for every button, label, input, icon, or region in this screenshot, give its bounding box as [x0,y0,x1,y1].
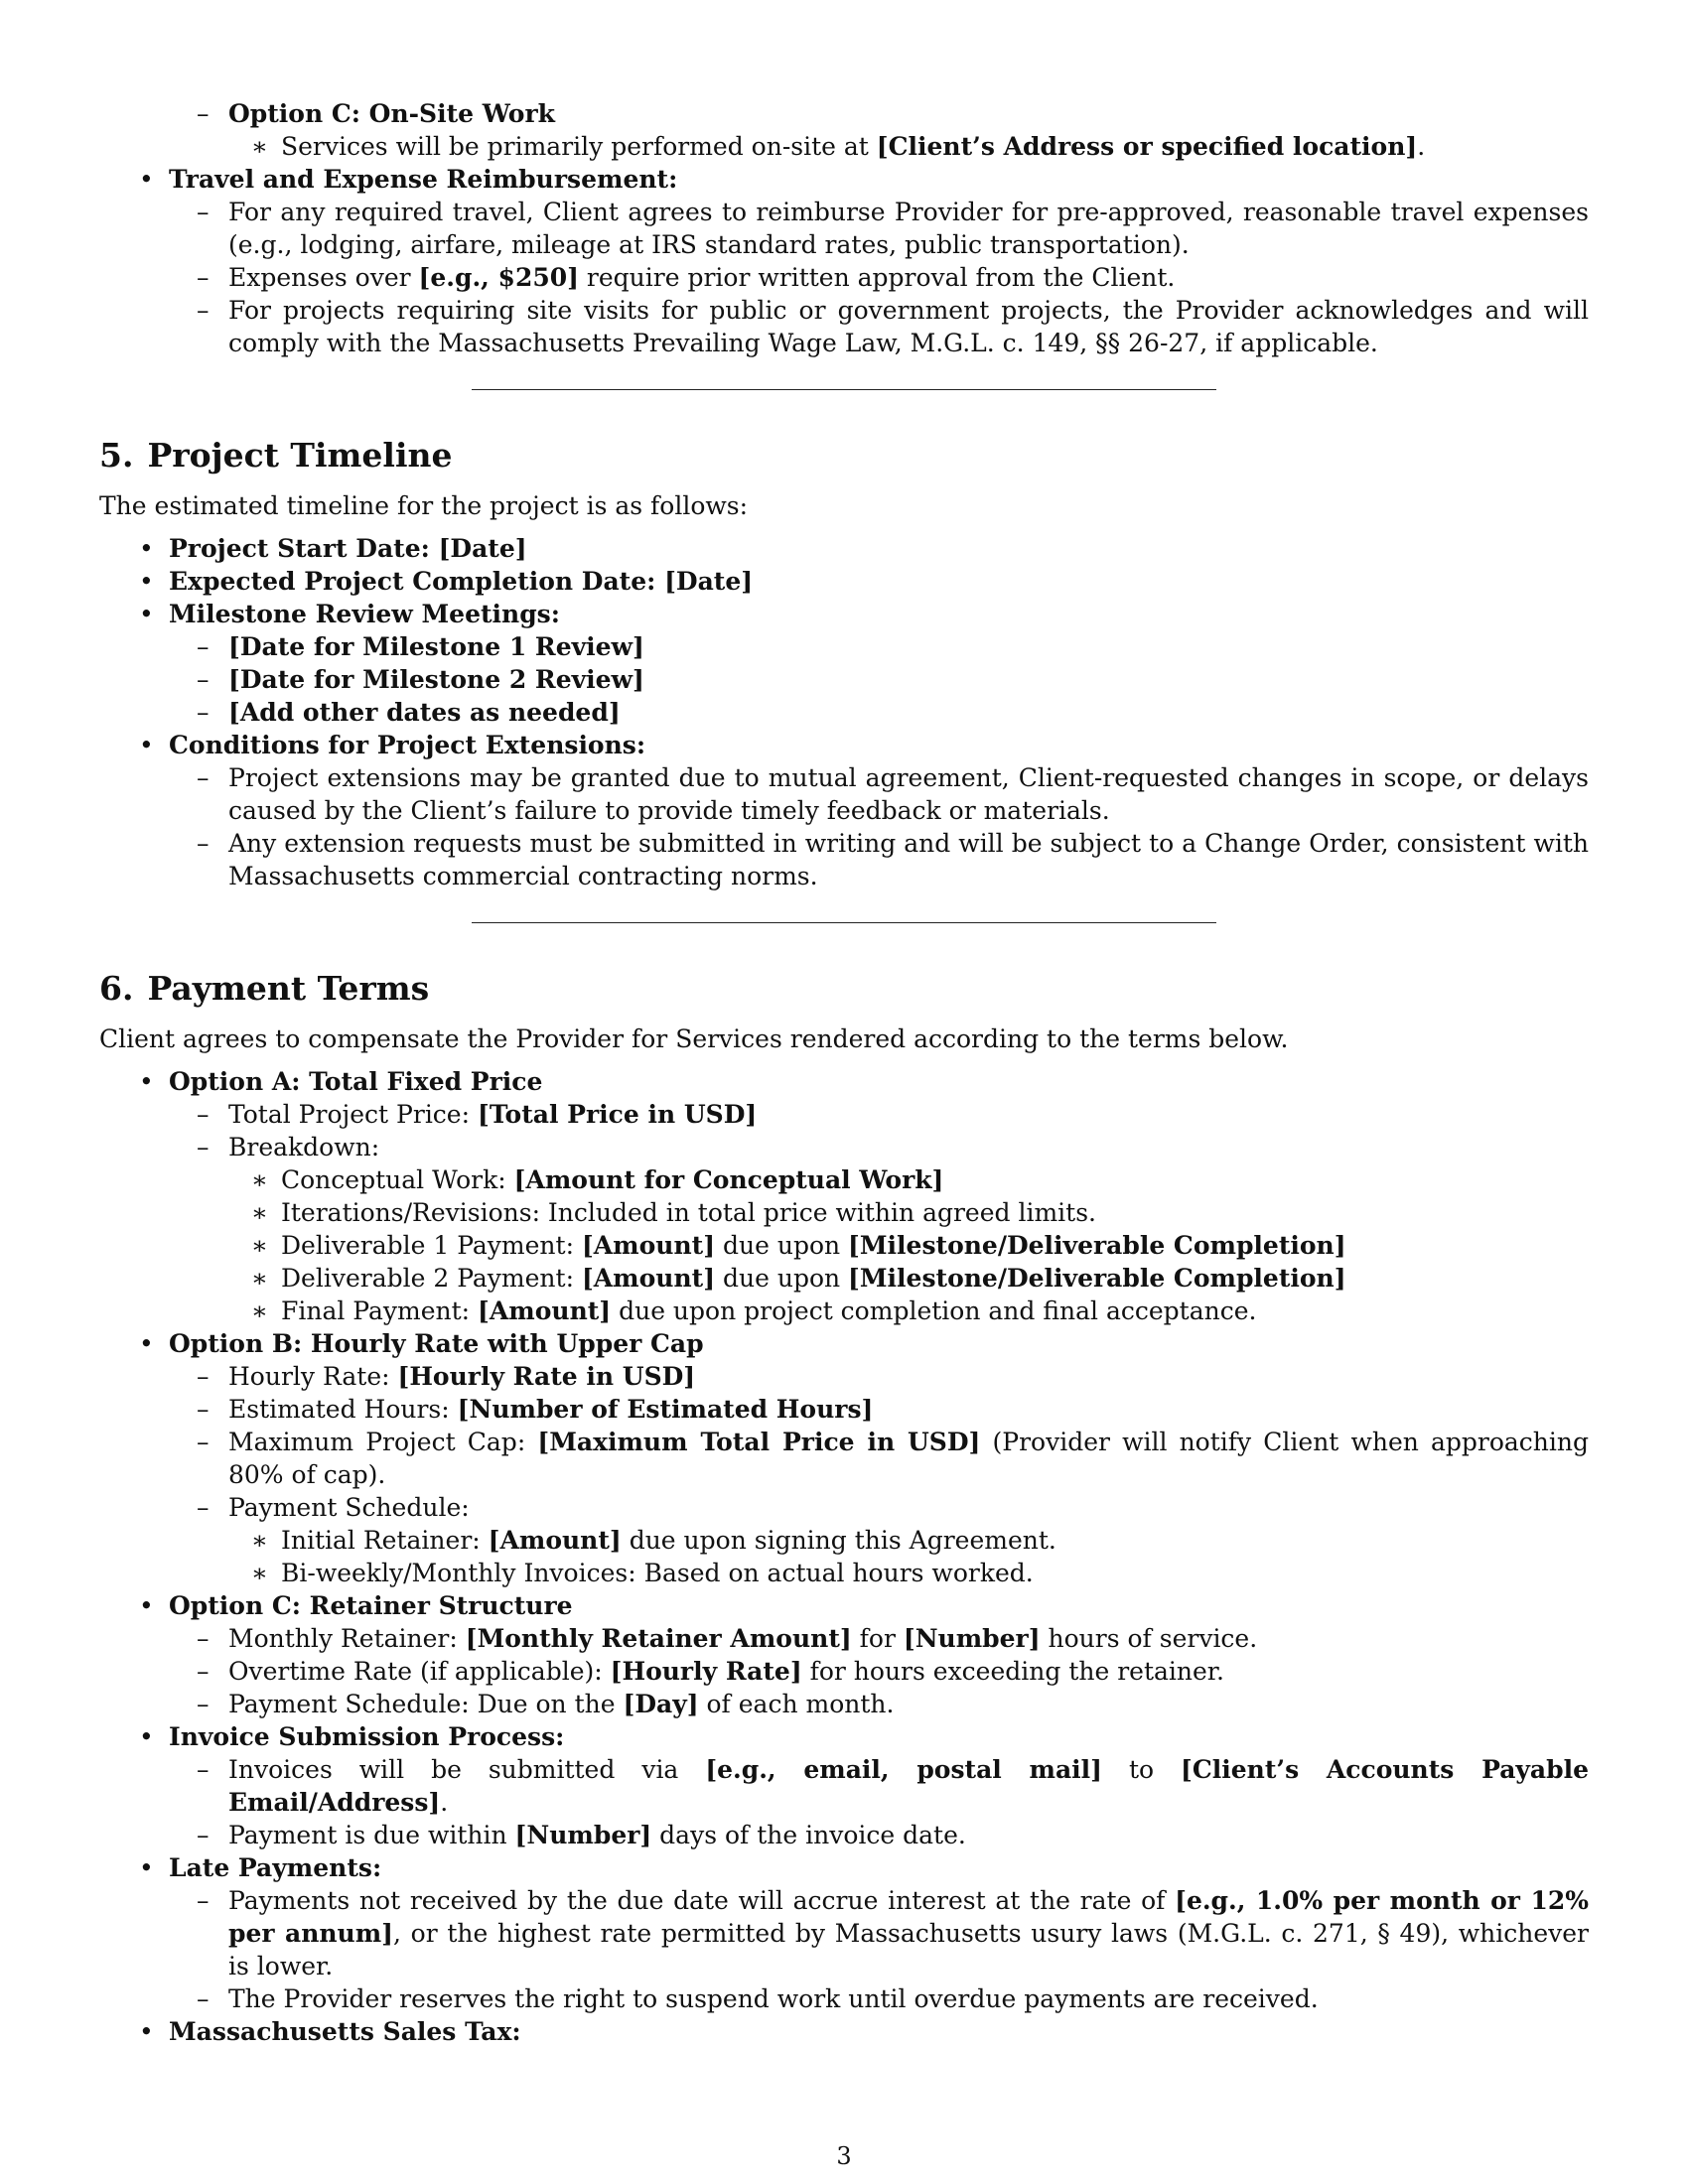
list-item: – Project extensions may be granted due to mutual agreement, Client-requested changes in scope, or delays caused by the Client’s failure to provide timely feedback or materials. [99,761,1589,827]
list-item: • Milestone Review Meetings: – [Date for Milestone 1 Review] – [Date for Milestone 2 Review] – [Add other dates as needed] [99,598,1589,729]
list-item: • Conditions for Project Extensions: – Project extensions may be granted due to mutual agreement, Client-requested changes in scope, or delays caused by the Client’s failure to provide timely feedback or materials. – Any extension requests must be submitted in writing and will be subject to a Change Order, consistent with Massachusetts commercial contracting norms. [99,729,1589,892]
list-item: • Project Start Date: [Date] [99,532,1589,565]
list-item [99,97,1589,163]
list-item: ∗ Services will be primarily performed on-site at [Client’s Address or specified location]. [99,130,1589,163]
section-intro: The estimated timeline for the project is as follows: [99,491,749,520]
payment-list [99,1065,1589,2048]
list-item: – Expenses over [e.g., $250] require prior written approval from the Client. [99,261,1589,294]
list-item: ∗ Bi-weekly/Monthly Invoices: Based on actual hours worked. [99,1557,1589,1589]
list-item: • Massachusetts Sales Tax: [99,2015,1589,2048]
list-item: – Overtime Rate (if applicable): [Hourly Rate] for hours exceeding the retainer. [99,1655,1589,1688]
document-page [99,97,1589,2048]
list-item: – Payment Schedule: Due on the [Day] of each month. [99,1688,1589,1720]
list-item: – Maximum Project Cap: [Maximum Total Price in USD] (Provider will notify Client when approaching 80% of cap). [99,1426,1589,1491]
list-item: – Breakdown: ∗ Conceptual Work: [Amount for Conceptual Work] ∗ Iterations/Revisions: Included in total price within agreed limits. ∗ Deliverable 1 Payment: [Amount] due upon [Milestone/Deliverable Completion] ∗ Deliverable 2 Payment: [Amount] due upon [Milestone/Deliverable Completion] ∗ Final Payment: [Amount] due upon project completion and final acceptance. [99,1131,1589,1327]
list-item: ∗ Initial Retainer: [Amount] due upon signing this Agreement. [99,1524,1589,1557]
list-item: – Hourly Rate: [Hourly Rate in USD] [99,1360,1589,1393]
list-item: – [Add other dates as needed] [99,696,1589,729]
section-divider [472,922,1216,923]
list-item: – Total Project Price: [Total Price in USD] [99,1098,1589,1131]
list-item: – Any extension requests must be submitted in writing and will be subject to a Change Order, consistent with Massachusetts commercial contracting norms. [99,827,1589,892]
list-item: – Estimated Hours: [Number of Estimated Hours] [99,1393,1589,1426]
list-item: ∗ Deliverable 1 Payment: [Amount] due upon [Milestone/Deliverable Completion] [99,1229,1589,1262]
list-item: – For any required travel, Client agrees to reimburse Provider for pre-approved, reasonable travel expenses (e.g., lodging, airfare, mileage at IRS standard rates, public transportation). [99,196,1589,261]
list-item: – Invoices will be submitted via [e.g., email, postal mail] to [Client’s Accounts Payable Email/Address]. [99,1753,1589,1819]
list-item [99,97,1589,163]
list-item: – For projects requiring site visits for public or government projects, the Provider acknowledges and will comply with the Massachusetts Prevailing Wage Law, M.G.L. c. 149, §§ 26-27, if applicable. [99,294,1589,359]
list-item: • Expected Project Completion Date: [Date] [99,565,1589,598]
list-item: ∗ Conceptual Work: [Amount for Conceptual Work] [99,1163,1589,1196]
list-item [99,163,1589,359]
list-item: ∗ Deliverable 2 Payment: [Amount] due upon [Milestone/Deliverable Completion] [99,1262,1589,1295]
list-item: – [Date for Milestone 2 Review] [99,663,1589,696]
section-intro: Client agrees to compensate the Provider for Services rendered according to the terms below. [99,1024,1289,1053]
list-item: – Payment Schedule: ∗ Initial Retainer: [Amount] due upon signing this Agreement. ∗ Bi-weekly/Monthly Invoices: Based on actual hours worked. [99,1491,1589,1589]
top-list [99,97,1589,163]
travel-list [99,163,1589,359]
list-item: • Late Payments: – Payments not received by the due date will accrue interest at the rate of [e.g., 1.0% per month or 12% per annum], or the highest rate permitted by Massachusetts usury laws (M.G.L. c. 271, § 49), whichever is lower. – The Provider reserves the right to suspend work until overdue payments are received. [99,1851,1589,2015]
list-item: • Option B: Hourly Rate with Upper Cap – Hourly Rate: [Hourly Rate in USD] – Estimated Hours: [Number of Estimated Hours] – Maximum Project Cap: [Maximum Total Price in USD] (Provider will notify Client when approaching 80% of cap). – Payment Schedule: ∗ Initial Retainer: [Amount] due upon signing this Agreement. ∗ Bi-weekly/Monthly Invoices: Based on actual hours worked. [99,1327,1589,1589]
list-item: – Payment is due within [Number] days of the invoice date. [99,1819,1589,1851]
travel-heading: Travel and Expense Reimbursement: [169,165,678,194]
timeline-list [99,532,1589,892]
section-title: 5. Project Timeline [99,436,453,475]
page-number: 3 [836,2142,852,2170]
section-divider [472,389,1216,390]
list-item: – [Date for Milestone 1 Review] [99,630,1589,663]
list-item: • Option C: Retainer Structure – Monthly Retainer: [Monthly Retainer Amount] for [Number] hours of service. – Overtime Rate (if applicable): [Hourly Rate] for hours exceeding the retainer. – Payment Schedule: Due on the [Day] of each month. [99,1589,1589,1720]
option-c-onsite-heading: Option C: On-Site Work [228,99,555,128]
list-item: – The Provider reserves the right to suspend work until overdue payments are received. [99,1982,1589,2015]
section-title: 6. Payment Terms [99,969,430,1008]
list-item: ∗ Final Payment: [Amount] due upon project completion and final acceptance. [99,1295,1589,1327]
list-item: – Payments not received by the due date will accrue interest at the rate of [e.g., 1.0% per month or 12% per annum], or the highest rate permitted by Massachusetts usury laws (M.G.L. c. 271, § 49), whichever is lower. [99,1884,1589,1982]
list-item: • Invoice Submission Process: – Invoices will be submitted via [e.g., email, postal mail] to [Client’s Accounts Payable Email/Address]. – Payment is due within [Number] days of the invoice date. [99,1720,1589,1851]
list-item: ∗ Iterations/Revisions: Included in total price within agreed limits. [99,1196,1589,1229]
list-item: – Monthly Retainer: [Monthly Retainer Amount] for [Number] hours of service. [99,1622,1589,1655]
list-item: • Option A: Total Fixed Price – Total Project Price: [Total Price in USD] – Breakdown: ∗ Conceptual Work: [Amount for Conceptual Work] ∗ Iterations/Revisions: Included in total price within agreed limits. ∗ Deliverable 1 Payment: [Amount] due upon [Milestone/Deliverable Completion] ∗ Deliverable 2 Payment: [Amount] due upon [Milestone/Deliverable Completion] ∗ Final Payment: [Amount] due upon project completion and final acceptance. [99,1065,1589,1327]
